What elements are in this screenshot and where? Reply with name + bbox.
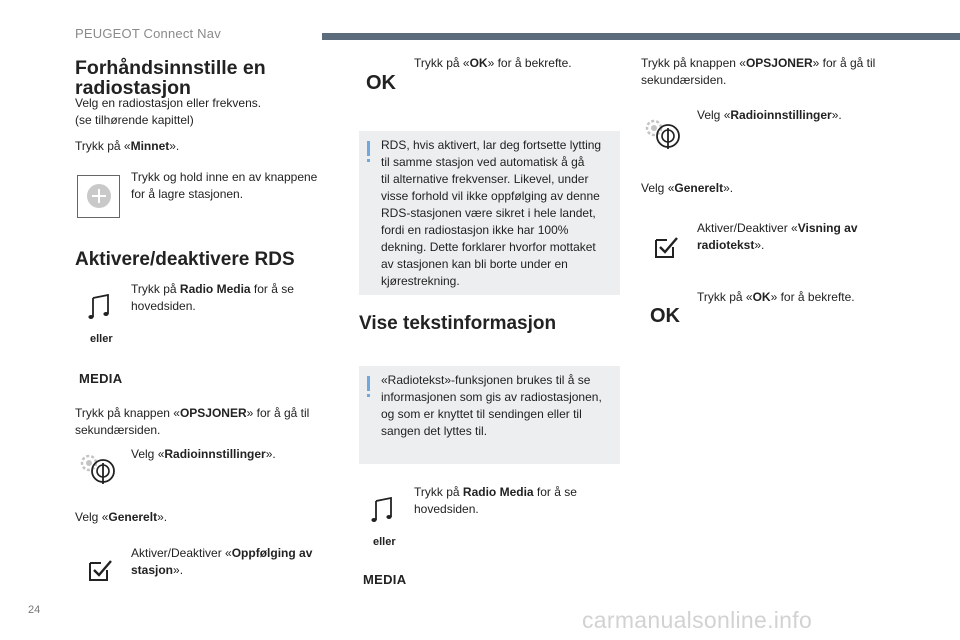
rds-note-line: til alternative frekvenser. Likevel, under xyxy=(381,172,589,186)
toggle-station-follow-prefix: Aktiver/Deaktiver « xyxy=(131,546,232,560)
plus-icon xyxy=(87,184,111,208)
radio-media-text xyxy=(131,281,294,315)
select-general-prefix: Velg « xyxy=(75,510,109,524)
header-title: PEUGEOT Connect Nav xyxy=(75,26,221,41)
radio-settings-icon[interactable] xyxy=(645,116,685,152)
radio-media-prefix: Trykk på xyxy=(131,282,180,296)
radio-settings-icon[interactable] xyxy=(80,451,120,487)
radio-media-bold: Radio Media xyxy=(179,282,251,296)
select-general-text xyxy=(641,180,733,197)
toggle-station-follow-bold1: Oppfølging av xyxy=(231,546,313,560)
preset-title xyxy=(75,58,266,98)
toggle-station-follow-bold2: stasjon xyxy=(131,563,174,577)
media-button-label[interactable]: MEDIA xyxy=(79,371,123,386)
rds-note-line: RDS, hvis aktivert, lar deg fortsette lytting xyxy=(381,138,602,152)
radiotext-note-line: og som er knyttet til sendingen eller til xyxy=(381,407,582,421)
options-prefix: Trykk på knappen « xyxy=(641,56,746,70)
radiotext-note-line: informasjonen som gis av radiostasjonen, xyxy=(381,390,602,404)
preset-intro-line1: Velg en radiostasjon eller frekvens. xyxy=(75,96,262,110)
eller-label: eller xyxy=(90,333,113,345)
confirm-text xyxy=(697,289,855,306)
options-text xyxy=(75,405,309,439)
select-radio-settings-bold: Radioinnstillinger xyxy=(164,447,266,461)
toggle-radiotext-suffix: ». xyxy=(754,238,765,252)
select-radio-settings-text xyxy=(131,446,276,463)
radio-media-prefix: Trykk på xyxy=(414,485,463,499)
confirm-bold: OK xyxy=(752,290,771,304)
info-accent-bar xyxy=(367,141,370,156)
radio-media-bold: Radio Media xyxy=(462,485,534,499)
radiotext-note-line: «Radiotekst»-funksjonen brukes til å se xyxy=(381,373,591,387)
text-info-title: Vise tekstinformasjon xyxy=(359,313,557,334)
preset-title-line1: Forhåndsinnstille en xyxy=(75,57,266,79)
info-accent-dot xyxy=(367,159,370,162)
toggle-radiotext-prefix: Aktiver/Deaktiver « xyxy=(697,221,798,235)
options-suffix: » for å gå til xyxy=(246,406,310,420)
rds-note-line: kjørestrekning. xyxy=(381,274,460,288)
toggle-station-follow-suffix: ». xyxy=(173,563,184,577)
confirm-suffix: » for å bekrefte. xyxy=(770,290,855,304)
checkbox-icon[interactable] xyxy=(655,236,679,258)
rds-title: Aktivere/deaktivere RDS xyxy=(75,249,295,270)
header-bar xyxy=(322,33,960,40)
options-text xyxy=(641,55,875,89)
confirm-bold: OK xyxy=(469,56,488,70)
radiotext-note-line: sangen det lyttes til. xyxy=(381,424,488,438)
checkbox-icon[interactable] xyxy=(89,559,113,581)
watermark: carmanualsonline.info xyxy=(582,607,813,633)
confirm-text xyxy=(414,55,572,72)
options-line2: sekundærsiden. xyxy=(641,73,727,87)
confirm-suffix: » for å bekrefte. xyxy=(487,56,572,70)
preset-title-line2: radiostasjon xyxy=(75,77,191,99)
confirm-prefix: Trykk på « xyxy=(697,290,753,304)
preset-intro-line2: (se tilhørende kapittel) xyxy=(75,113,194,127)
rds-note-text xyxy=(381,137,601,290)
options-bold: OPSJONER xyxy=(179,406,247,420)
radio-media-line2: hovedsiden. xyxy=(131,299,196,313)
rds-note-line: RDS-stasjonen være sikret i hele landet, xyxy=(381,206,596,220)
options-bold: OPSJONER xyxy=(745,56,813,70)
eller-label: eller xyxy=(373,536,396,548)
select-radio-settings-bold: Radioinnstillinger xyxy=(730,108,832,122)
rds-note-box xyxy=(359,131,620,295)
options-line2: sekundærsiden. xyxy=(75,423,161,437)
select-general-bold: Generelt xyxy=(108,510,158,524)
select-general-suffix: ». xyxy=(157,510,168,524)
music-note-icon[interactable] xyxy=(371,497,395,523)
select-general-suffix: ». xyxy=(723,181,734,195)
select-general-prefix: Velg « xyxy=(641,181,675,195)
toggle-radiotext-bold1: Visning av xyxy=(797,221,858,235)
select-radio-settings-text xyxy=(697,107,842,124)
radiotext-note-text xyxy=(381,372,602,440)
toggle-radiotext-text xyxy=(697,220,858,254)
radio-media-line2: hovedsiden. xyxy=(414,502,479,516)
radio-media-text xyxy=(414,484,577,518)
select-general-bold: Generelt xyxy=(674,181,724,195)
preset-intro xyxy=(75,95,261,129)
press-memory-text xyxy=(75,138,179,155)
select-radio-settings-prefix: Velg « xyxy=(131,447,165,461)
options-prefix: Trykk på knappen « xyxy=(75,406,180,420)
options-suffix: » for å gå til xyxy=(812,56,876,70)
confirm-prefix: Trykk på « xyxy=(414,56,470,70)
select-radio-settings-suffix: ». xyxy=(831,108,842,122)
press-memory-prefix: Trykk på « xyxy=(75,139,131,153)
rds-note-line: dekning. Dette forklarer hvorfor mottaket xyxy=(381,240,596,254)
hold-text-line2: for å lagre stasjonen. xyxy=(131,187,244,201)
ok-button-label[interactable]: OK xyxy=(650,305,680,327)
radio-media-suffix: for å se xyxy=(250,282,294,296)
rds-note-line: til samme stasjon ved automatisk å gå xyxy=(381,155,585,169)
toggle-station-follow-text xyxy=(131,545,312,579)
info-accent-bar xyxy=(367,376,370,391)
select-general-text xyxy=(75,509,167,526)
page-number: 24 xyxy=(28,604,41,616)
rds-note-line: fordi en radiostasjon ikke har 100% xyxy=(381,223,569,237)
toggle-radiotext-bold2: radiotekst xyxy=(697,238,755,252)
hold-text-line1: Trykk og hold inne en av knappene xyxy=(131,170,318,184)
radio-media-suffix: for å se xyxy=(533,485,577,499)
info-accent-dot xyxy=(367,394,370,397)
rds-note-line: av stasjonen kan bli borte under en xyxy=(381,257,568,271)
select-radio-settings-prefix: Velg « xyxy=(697,108,731,122)
rds-note-line: visse forhold vil ikke oppfølging av denne xyxy=(381,189,600,203)
media-button-label[interactable]: MEDIA xyxy=(363,572,407,587)
music-note-icon[interactable] xyxy=(88,294,112,320)
ok-button-label[interactable]: OK xyxy=(366,72,396,94)
preset-plus-button[interactable] xyxy=(77,175,120,218)
hold-text xyxy=(131,169,317,203)
press-memory-suffix: ». xyxy=(169,139,180,153)
radiotext-note-box xyxy=(359,366,620,464)
select-radio-settings-suffix: ». xyxy=(265,447,276,461)
press-memory-bold: Minnet xyxy=(130,139,170,153)
